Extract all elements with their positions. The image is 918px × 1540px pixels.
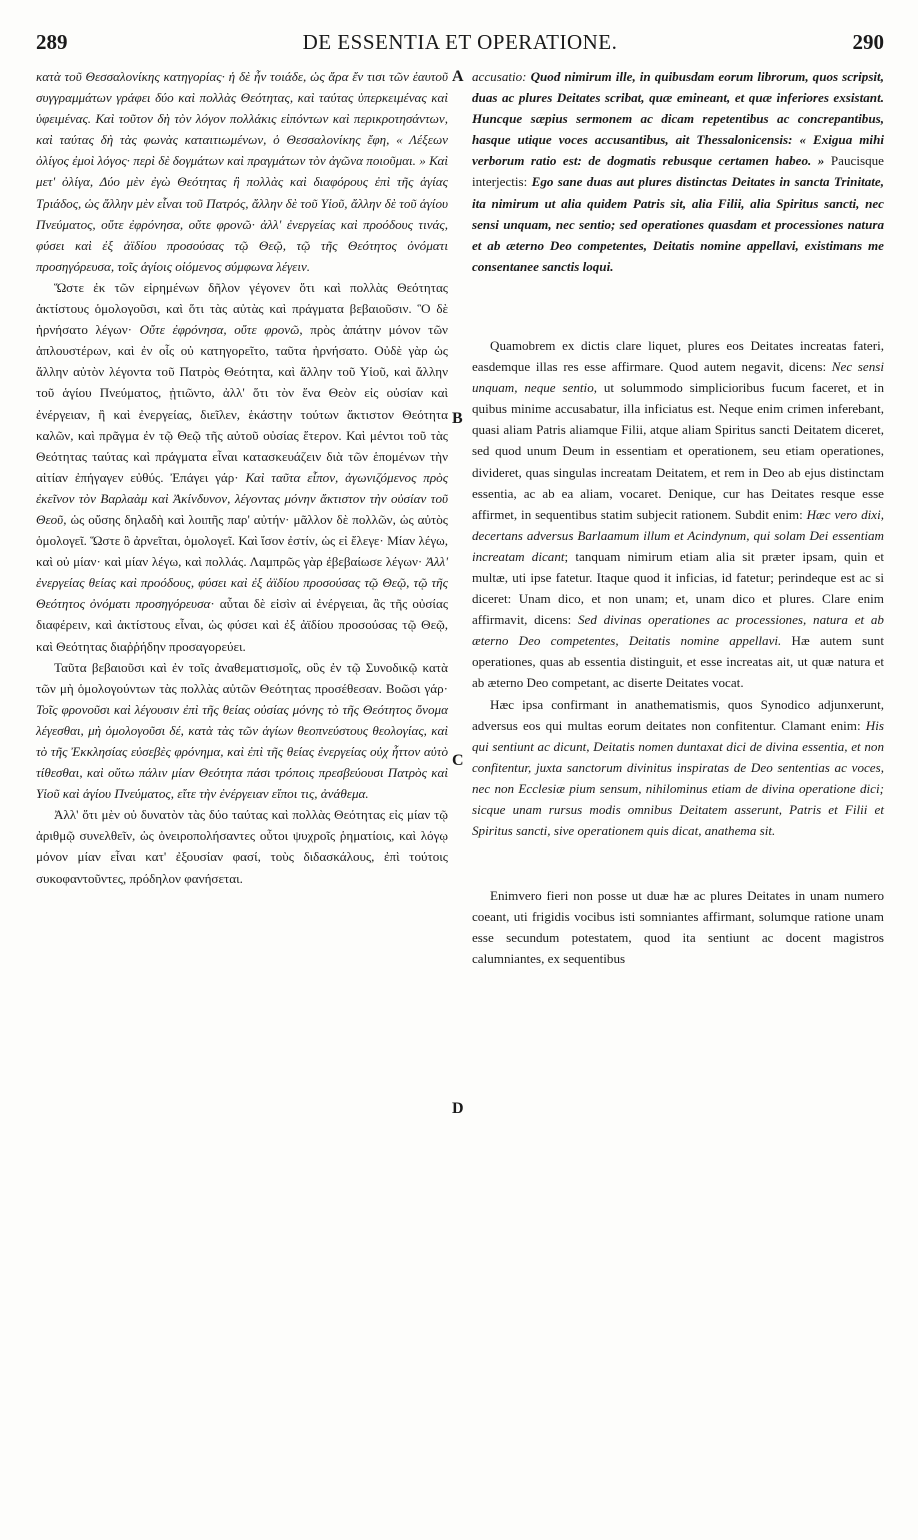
latin-p1-quote-b: Ego sane duas aut plures distinctas Deitates in sancta Trinitate, ita nimirum ut alia quidem Patris sit, alia Filii, alia Spiritus sancti, nec sensi unquam, nec sentio; sed operationes quasdam et processiones natura et ab æterno Deo competentes, Deitatis nomine appellavi, existimans me consentanee sanctis loqui. <box>472 174 884 274</box>
greek-p2-quote-a: Οὔτε ἐφρόνησα, οὔτε φρονῶ <box>139 322 300 338</box>
latin-paragraph-4: Enimvero fieri non posse ut duæ hæ ac plures Deitates in unam numero coeant, uti frigidis vocibus isti somniantes affirmant, solumque ratione unam esse secundum potestatem, quod ita sentiunt ac docent magistros calumniantes, ex sequentibus <box>472 888 884 967</box>
greek-p2-text-b: , πρὸς ἀπάτην μόνον τῶν ἁπλουστέρων, καὶ ἐν οἷς οὐ κατηγορεῖτο, ταῦτα ἠρνήσατο. Οὐδὲ γὰρ ὡς ἄλλην αὐτὸν λέγοντα τοῦ Πατρὸς Θεότητα, καὶ ἄλλην τοῦ Υἱοῦ, καὶ ἄλλην τοῦ ἁγίου Πνεύματος, ᾐτιῶντο, ἀλλ' ὅτι τὸν ἕνα Θεὸν εἰς οὐσίαν καὶ ἐνέργειαν, ἢ καὶ ἐνεργείας, διεῖλεν, ἑκάστην τούτων ἄκτιστον Θεότητα καλῶν, καὶ πρᾶγμα ἐν τῷ Θεῷ τῆς αὐτοῦ οὐσίας ἕτερον. Καὶ μέντοι τοῦ τὰς Θεότητας ταύτας καὶ πράγματα εἶναι κατασκευάζειν διὰ τῶν ἑπομένων τὴν αἰτίαν ἐπήγαγεν εὐθύς. Ἐπάγει γάρ· <box>36 322 448 485</box>
latin-p1-quote-a: Quod nimirum ille, in quibusdam eorum librorum, quos scripsit, duas ac plures Deitates scribat, quæ emineant, et quæ inferiores exsistant. Huncque sæpius sermonem ac dicam repetentibus ac concrepantibus, hasque utique voces accusantibus, ait Thessalonicensis: « Exigua mihi verborum ratio est: de dogmatis rebusque certamen habeo. » <box>472 69 884 169</box>
greek-p3-quote: Τοῖς φρονοῦσι καὶ λέγουσιν ἐπὶ τῆς θείας οὐσίας μόνης τὸ τῆς Θεότητος ὄνομα λέγεσθαι, μὴ ὁμολογοῦσι δέ, κατὰ τὰς τῶν ἁγίων θεοπνεύστους θεολογίας, καὶ τὸ τῆς Ἐκκλησίας εὐσεβὲς φρόνημα, καὶ ἐπὶ τῆς θείας ἐνεργείας οὐχ ἧττον αὐτὸ τίθεσθαι, καὶ οὕτω πάλιν μίαν Θεότητα πάσι τρόποις πρεσβεύουσι Πατρὸς καὶ Υἱοῦ καὶ ἁγίου Πνεύματος, εἴτε τὴν ἐνέργειαν εἴποι τις, ἀνάθεμα. <box>36 701 448 802</box>
page-number-left: 289 <box>36 30 68 54</box>
latin-column <box>472 66 884 970</box>
latin-p1-text: Paucisque interjectis: <box>472 153 884 190</box>
latin-paragraph-2 <box>472 335 884 694</box>
latin-p3-text: Hæc ipsa confirmant in anathematismis, quos Synodico adjunxerunt, adversus eos qui multas eorum deitates non confitentur. Clamant enim: <box>472 696 884 733</box>
latin-paragraph-1 <box>472 66 884 277</box>
margin-marker-d: D <box>452 1100 464 1117</box>
latin-p2-quote-c: Sed divinas operationes ac processiones, natura et ab æterno Deo competentes, Deitatis nomine appellavi. <box>472 612 884 649</box>
latin-p2-text-c: ; tanquam nimirum etiam alia sit præter ipsam, quin et multæ, uti ipse fatetur. Itaque quod it inficias, id fatetur; perindeque est ac si diceret: Unam dico, et non unam; et, unam dico et plures. Clare enim affirmavit, dicens: <box>472 548 884 628</box>
latin-p2-text-a: Quamobrem ex dictis clare liquet, plures eos Deitates increatas fateri, easdemque illas res esse affirmare. Quod autem negavit, dicens: <box>472 337 884 375</box>
greek-p2-quote-c: Ἀλλ' ἐνεργείας θείας καὶ προόδους, φύσει καὶ ἐξ ἀϊδίου προσούσας τῷ Θεῷ, τῷ τῆς Θεότητος ὀνόματι προσηγόρευσα <box>36 554 448 612</box>
greek-p2-text-d: · αὗται δὲ εἰσὶν αἱ ἐνέργειαι, ἃς τῆς οὐσίας διαφέρειν, καὶ ἀκτίστους εἶναι, ὡς φύσει καὶ ἐξ ἀϊδίου προσούσας τῷ Θεῷ, καὶ Θεότητας διαῤῥήδην προσαγορεύει. <box>36 596 449 654</box>
greek-paragraph-3 <box>36 657 448 805</box>
running-header <box>36 30 884 58</box>
latin-p2-text-d: Hæ autem sunt operationes, quas ab essentia distinguit, et esse increatas ait, ut quæ natura et ab æterno Deo competant, ac diserte Deitates vocat. <box>472 633 884 691</box>
latin-p2-quote-a: Nec sensi unquam, neque sentio <box>472 359 884 396</box>
margin-marker-a: A <box>452 68 464 85</box>
greek-p3-text: Ταῦτα βεβαιοῦσι καὶ ἐν τοῖς ἀναθεματισμοῖς, οὓς ἐν τῷ Συνοδικῷ κατὰ τῶν μὴ ὁμολογούντων τὰς πολλὰς αὐτῶν Θεότητας προσέθεσαν. Βοῶσι γάρ· <box>36 659 448 696</box>
running-title: DE ESSENTIA ET OPERATIONE. <box>302 30 618 54</box>
margin-marker-b: B <box>452 410 463 427</box>
latin-p2-quote-b: Hæc vero dixi, decertans adversus Barlaamum illum et Acindynum, qui solam Dei essentiam increatam dicant <box>472 506 884 564</box>
latin-p3-quote: His qui sentiunt ac dicunt, Deitatis nomen duntaxat dici de divina essentia, et non confitentur, juxta sanctorum divinitus inspiratas de Deo sententias ac voces, nec non Ecclesiæ pium sensum, nihilominus etiam de divina operatione dici; sicque unam rursus modis omnibus Deitatem asserunt, Patris et Filii et Spiritus sancti, sive operationem quis dicat, anathema sit. <box>472 717 884 839</box>
greek-paragraph-1: κατὰ τοῦ Θεσσαλονίκης κατηγορίας· ἡ δὲ ἦν τοιάδε, ὡς ἄρα ἔν τισι τῶν ἑαυτοῦ συγγραμμάτων γράφει δύο καὶ πολλὰς Θεότητας, καὶ ταύτας ὑπερκειμένας καὶ ὑφειμένας. Καὶ τοῦτον δὴ τὸν λόγον πολλάκις εἰπόντων καὶ περικροτησάντων, καὶ ταύτας δὴ τὰς φωνὰς καταιτιωμένων, ὁ Θεσσαλονίκης ἔφη, « Λέξεων ὀλίγος ἐμοὶ λόγος· περὶ δὲ δογμάτων καὶ πραγμάτων τὸν ἀγῶνα ποιοῦμαι. » Καὶ μετ' ὀλίγα, Δύο μὲν ἐγὼ Θεότητας ἢ πολλὰς καὶ διαφόρους ἐπὶ τῆς ἁγίας Τριάδος, ὡς ἄλλην μὲν εἶναι τοῦ Πατρός, ἄλλην δὲ τοῦ Υἱοῦ, ἄλλην δὲ τοῦ ἁγίου Πνεύματος, οὔτε ἐφρόνησα, οὔτε φρονῶ· ἀλλ' ἐνεργείας καὶ προόδους τινάς, φύσει καὶ ἐξ ἀϊδίου προσούσας τῷ Θεῷ, τῷ τῆς Θεότητος ὀνόματι προσηγόρευσα, τοῖς ἁγίοις οἰόμενος σύμφωνα λέγειν. <box>36 69 448 274</box>
margin-marker-c: C <box>452 752 464 769</box>
latin-paragraph-3 <box>472 694 884 842</box>
greek-column <box>36 66 448 889</box>
greek-p2-text-a: Ὥστε ἐκ τῶν εἰρημένων δῆλον γέγονεν ὅτι καὶ πολλὰς Θεότητας ἀκτίστους ὁμολογοῦσι, καὶ ὅτι τὰς αὐτὰς καὶ πράγματα βεβαιοῦσιν. Ὃ δὲ ἠρνήσατο λέγων· <box>36 279 448 338</box>
page-number-right: 290 <box>852 30 884 54</box>
latin-p2-text-b: , ut solummodo simplicioribus fucum faceret, et in quibus minime accusabatur, illa inficiatus est. Neque enim crimen inferebant, quasi aliam Patris aliamque Filii, atque aliam Spiritus sancti Deitatem diceret, sed quod unum Deum in essentiam et operationem, seu etiam operationes, divideret, quas singulas increatam Deitatem, et rem in Deo ab ejus distinctam essentia, ac ab ea aliam, vocaret. Denique, cur has Deitates resque esse affirmet, in sequentibus statim subjecit rationem. Subdit enim: <box>472 380 884 522</box>
greek-p2-text-c: , ὡς οὔσης δηλαδὴ καὶ λοιπῆς παρ' αὐτήν· μᾶλλον δὲ πολλῶν, ὡς αὐτὸς ὁμολογεῖ. Ὥστε ὃ ἀρνεῖται, ὁμολογεῖ. Καὶ ἴσον ἐστίν, ὡς εἰ ἔλεγε· Μίαν λέγω, καὶ οὐ μίαν· καὶ μίαν λέγω, καὶ πολλάς. Λαμπρῶς γὰρ ἐβεβαίωσε λέγων· <box>36 511 448 570</box>
greek-p2-quote-b: Καὶ ταῦτα εἶπον, ἀγωνιζόμενος πρὸς ἐκεῖνον τὸν Βαρλαὰμ καὶ Ἀκίνδυνον, λέγοντας μόνην ἄκτιστον τὴν οὐσίαν τοῦ Θεοῦ <box>36 469 449 527</box>
greek-paragraph-2 <box>36 277 448 657</box>
latin-p1-lead: accusatio: <box>472 69 531 84</box>
greek-paragraph-4: Ἀλλ' ὅτι μὲν οὐ δυνατὸν τὰς δύο ταύτας καὶ πολλὰς Θεότητας εἰς μίαν τῷ ἀριθμῷ συνελθεῖν, ὡς ὀνειροπολήσαντες οὗτοι ψυχροῖς ῥηματίοις, καὶ λόγῳ μόνον μίαν εἶναι κατ' ἐξουσίαν φασί, τοὺς διδασκάλους, ἐπὶ τούτοις συκοφαντοῦντες, πρόδηλον φανήσεται. <box>36 807 448 886</box>
